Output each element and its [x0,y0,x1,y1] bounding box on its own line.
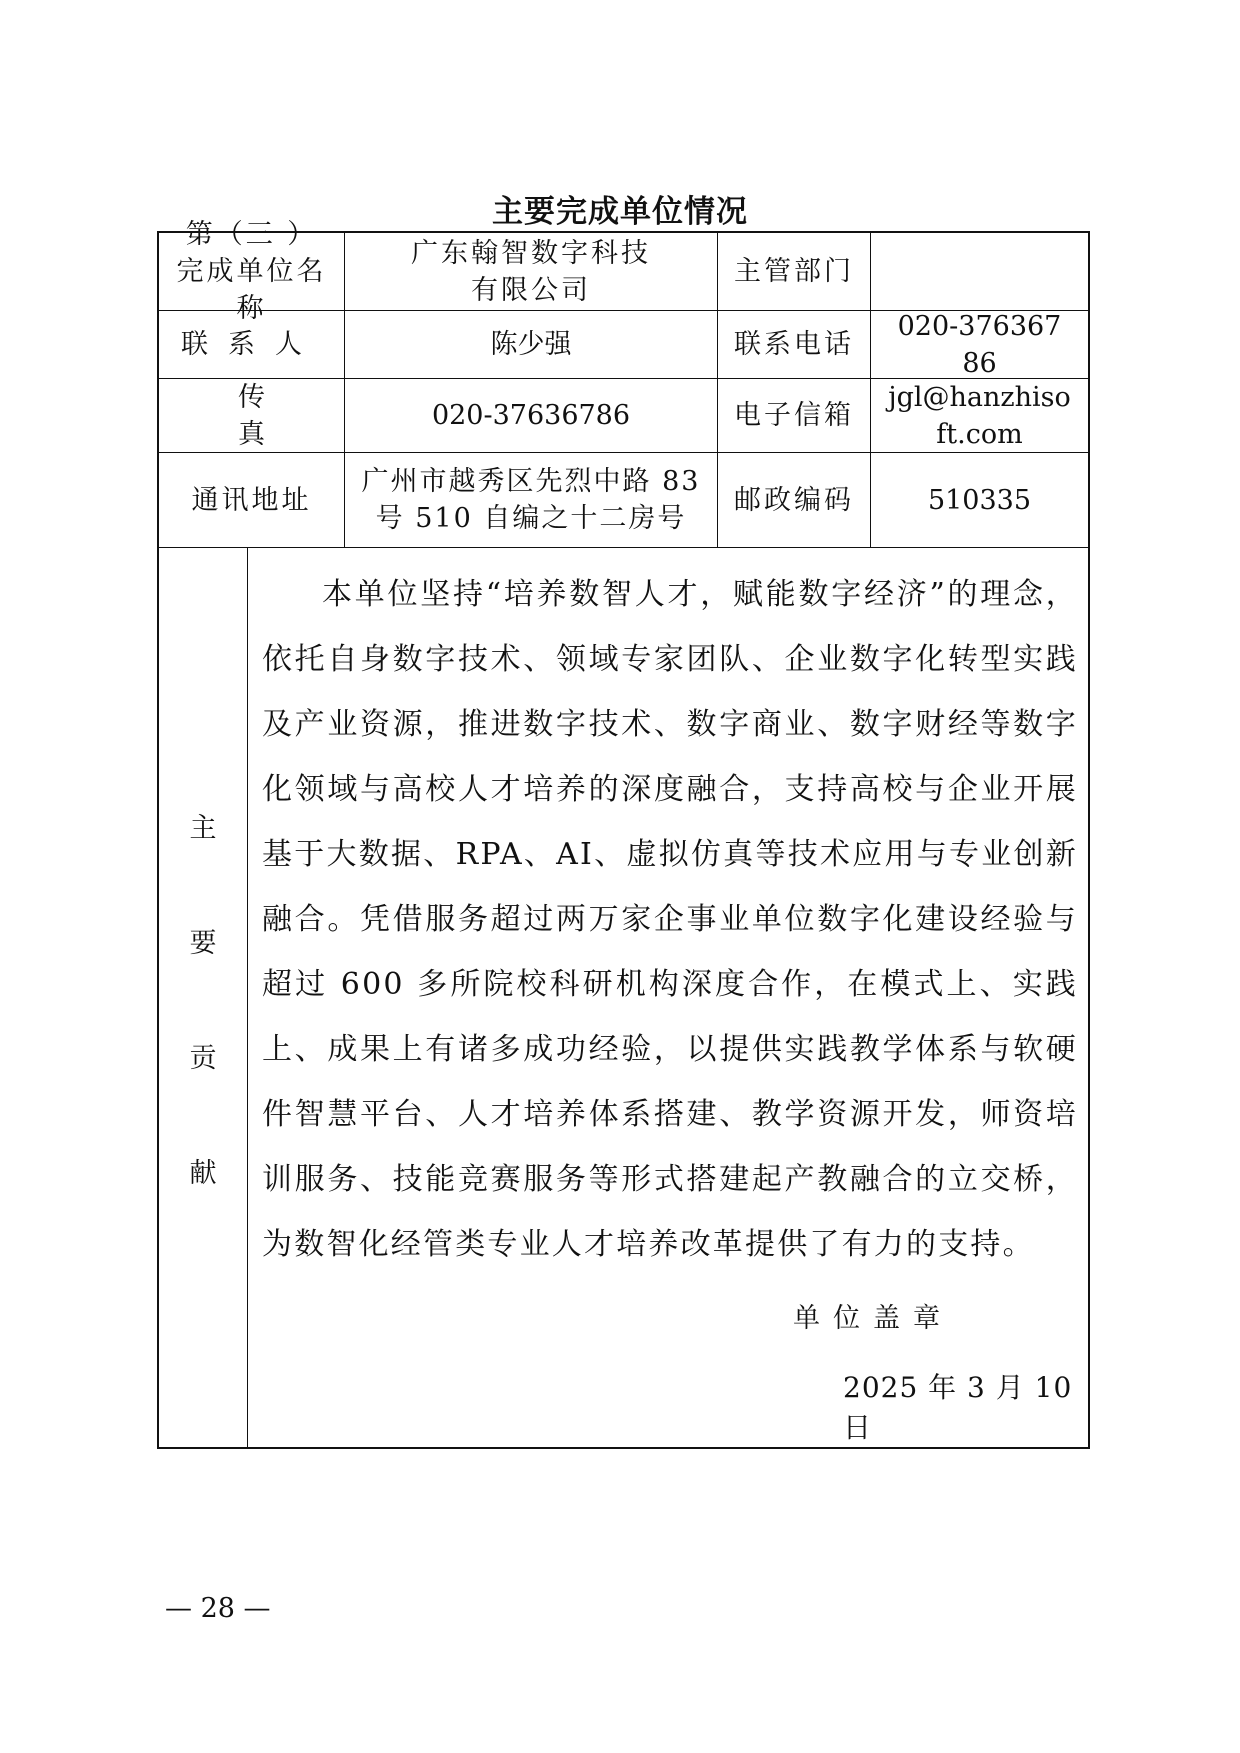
phone-value: 020-37636786 [897,310,1062,379]
phone-label: 联系电话 [718,311,871,378]
table-row [159,311,1088,379]
email-label: 电子信箱 [718,379,871,452]
dept-label: 主管部门 [718,233,871,310]
seal-label: 单位盖章 [793,1303,953,1334]
page-number: — 28 — [165,1593,271,1624]
contact-label: 联系人 [159,311,345,378]
address-label: 通讯地址 [159,453,345,547]
label-char: 要 [189,927,217,959]
contribution-text: 本单位坚持“培养数智人才，赋能数字经济”的理念，依托自身数字技术、领域专家团队、企业数字化转型实践及产业资源，推进数字技术、数字商业、数字财经等数字化领域与高校人才培养的深度融合，支持高校与企业开展基于大数据、RPA、AI、虚拟仿真等技术应用与专业创新融合。凭借服务超过两万家企事业单位数字化建设经验与超过 600 多所院校科研机构深度合作，在模式上、实践上、成果上有诸多成功经验，以提供实践教学体系与软硬件智慧平台、人才培养体系搭建、教学资源开发，师资培训服务、技能竞赛服务等形式搭建起产教融合的立交桥，为数智化经管类专业人才培养改革提供了有力的支持。 [262,577,1078,1262]
page-title: 主要完成单位情况 [492,194,748,230]
table-row [159,453,1088,548]
label-char: 贡 [189,1042,217,1074]
unit-name-value: 广东翰智数字科技有限公司 [345,233,718,310]
dept-value [871,233,1088,310]
label-char: 献 [189,1157,217,1189]
email-value: jgl@hanzhisoft.com [888,381,1071,450]
table-row [159,379,1088,453]
contribution-label [159,548,248,1447]
unit-info-table [157,219,1090,1449]
address-value: 广州市越秀区先烈中路 83 号 510 自编之十二房号 [345,453,718,547]
postcode-value: 510335 [927,484,1032,516]
sign-date: 2025 年 3 月 10 日 [843,1371,1073,1444]
postcode-label: 邮政编码 [718,453,871,547]
fax-label: 传真 [159,379,345,452]
table-row [159,219,1088,324]
unit-name-label: 第（三 ）完成单位名称 [159,233,345,310]
label-char: 主 [189,812,217,844]
fax-value: 020-37636786 [345,379,718,452]
contribution-body [248,548,1088,1447]
contact-value: 陈少强 [345,311,718,378]
